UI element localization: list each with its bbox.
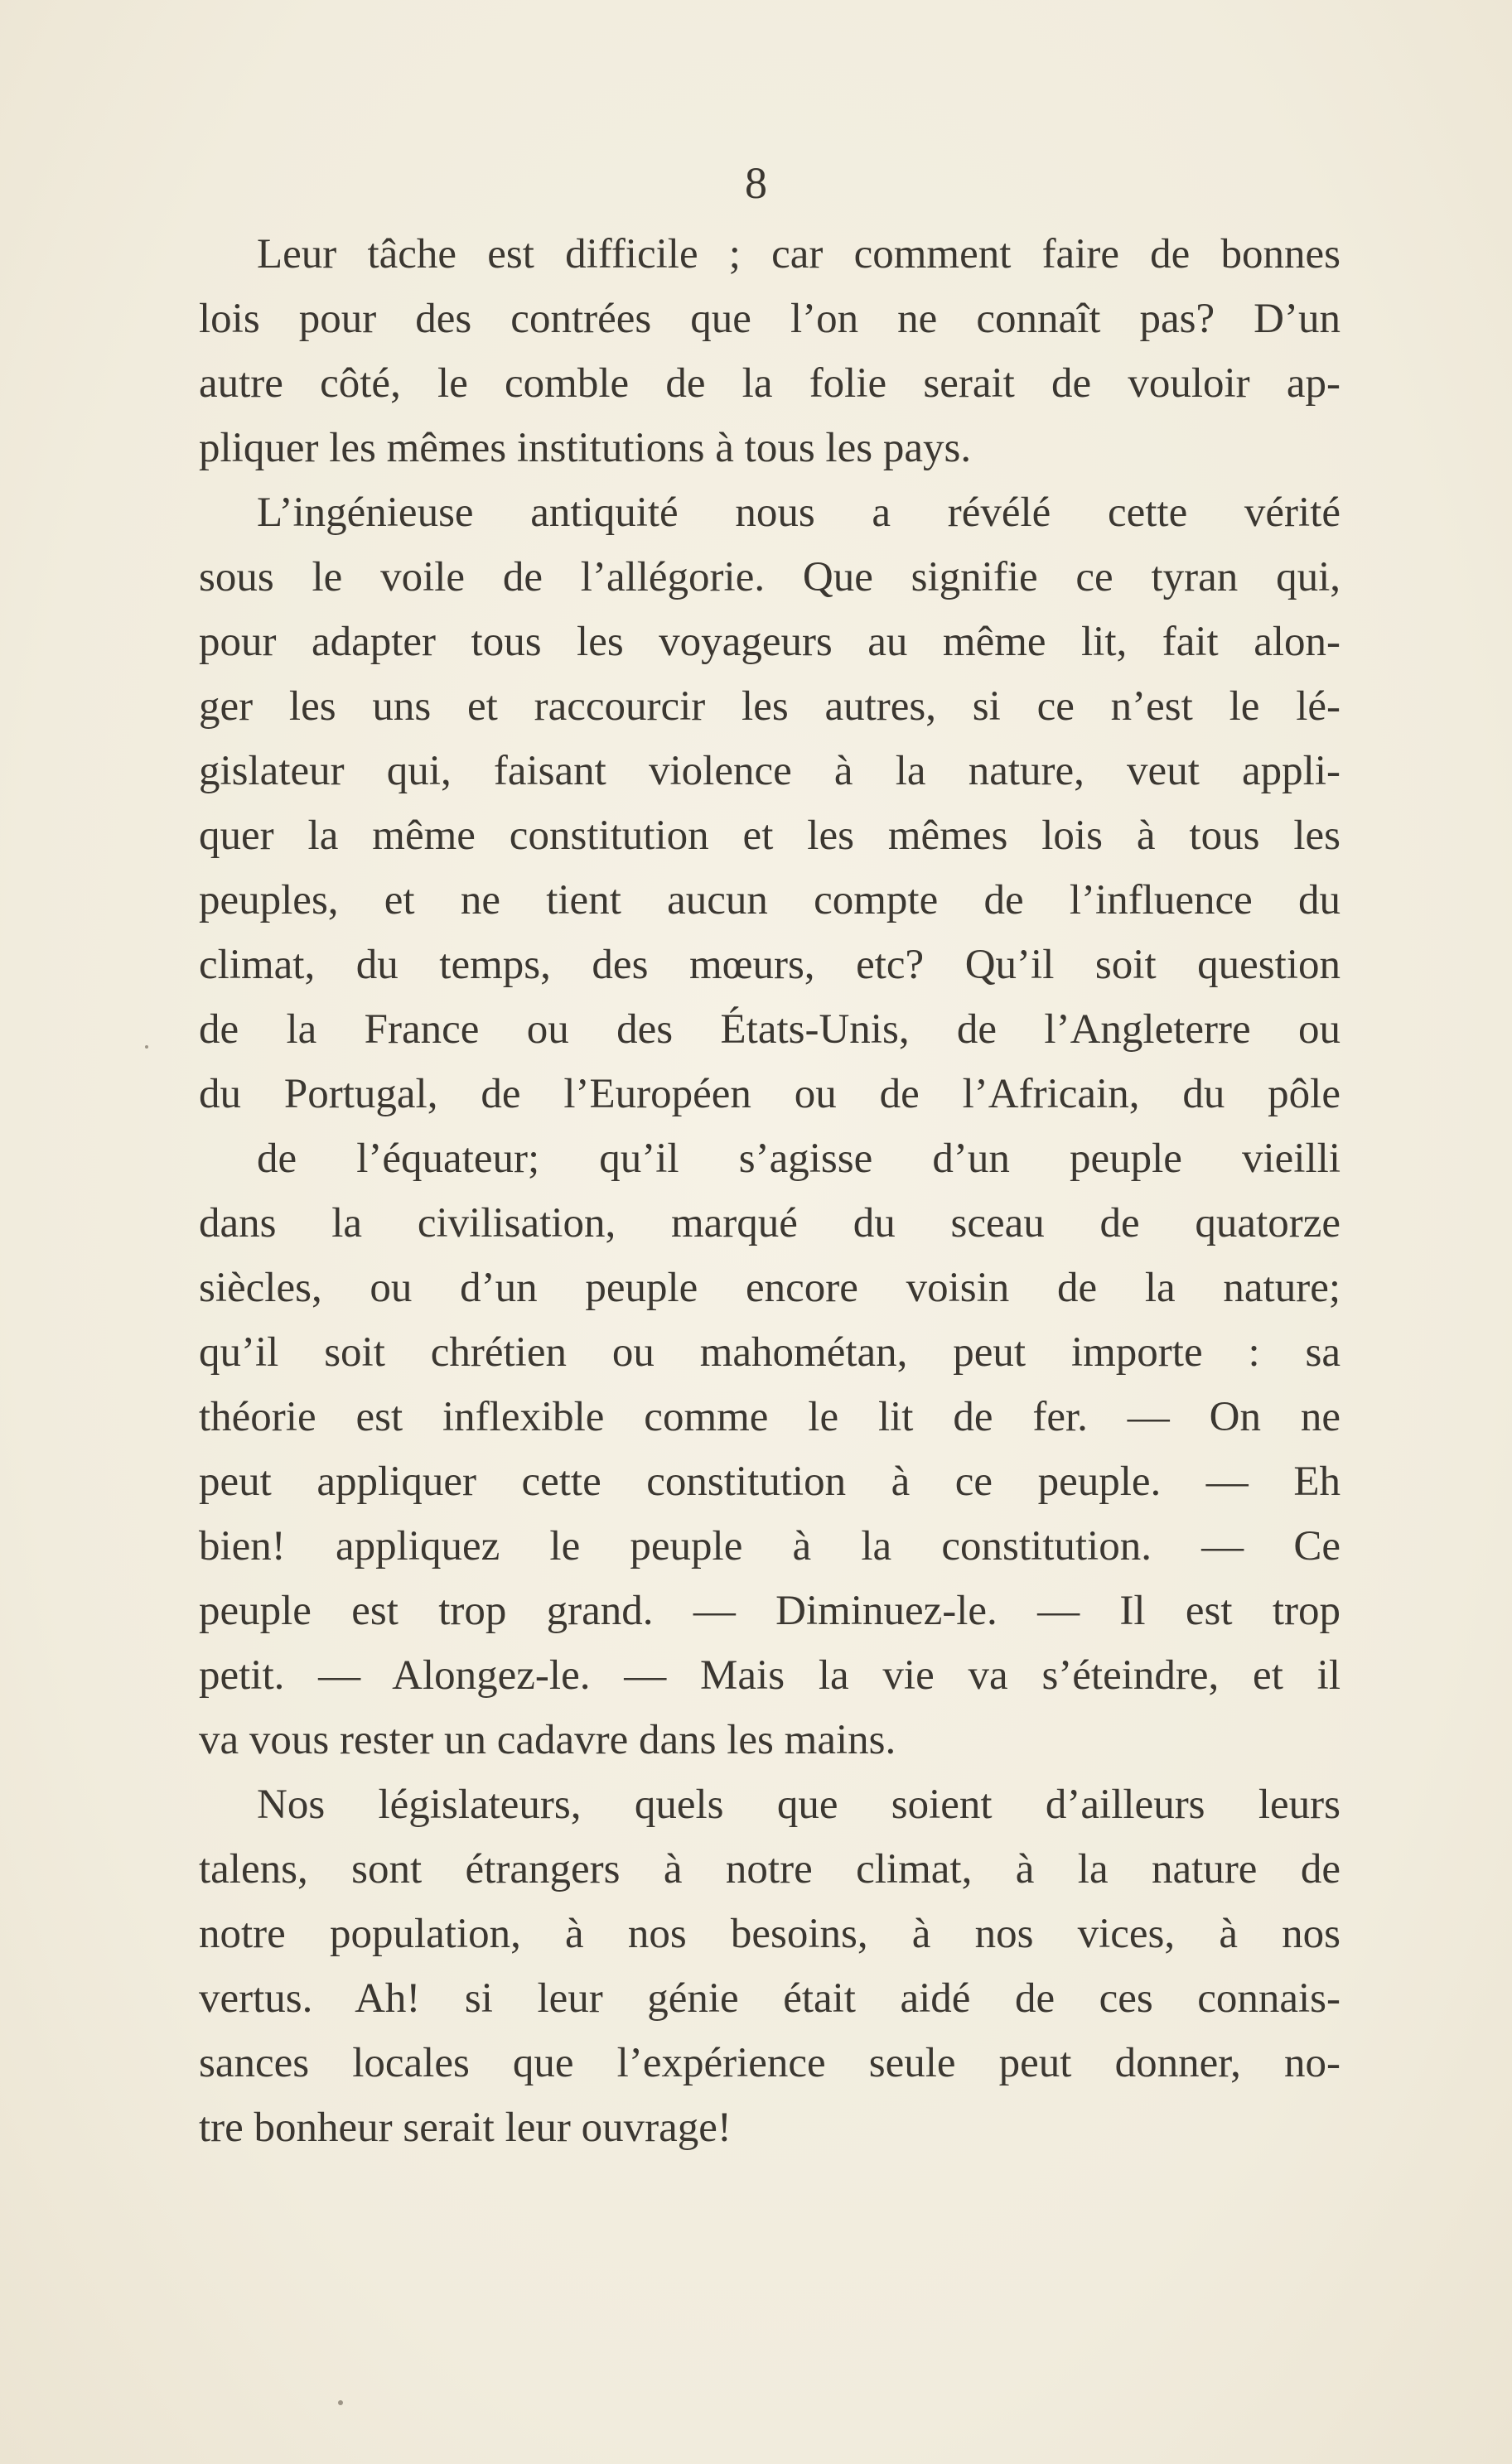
page-number: 8	[745, 158, 767, 208]
text-line: autre côté, le comble de la folie serait de vouloir ap-	[199, 360, 1341, 407]
text-line: pliquer les mêmes institutions à tous les pays.	[199, 425, 972, 471]
text-line: peuple est trop grand. — Diminuez-le. — Il est trop	[199, 1588, 1341, 1634]
text-line: peuples, et ne tient aucun compte de l’influence du	[199, 877, 1341, 923]
text-line: va vous rester un cadavre dans les mains.	[199, 1717, 896, 1763]
text-line: bien! appliquez le peuple à la constitution. — Ce	[199, 1523, 1341, 1570]
text-line: quer la même constitution et les mêmes lois à tous les	[199, 812, 1341, 859]
text-line: L’ingénieuse antiquité nous a révélé cette vérité	[257, 489, 1341, 536]
text-line: de l’équateur; qu’il s’agisse d’un peuple vieilli	[257, 1136, 1341, 1182]
body-text	[199, 222, 1341, 2160]
text-line: pour adapter tous les voyageurs au même lit, fait alon-	[199, 619, 1341, 665]
text-line: sances locales que l’expérience seule peut donner, no-	[199, 2040, 1341, 2086]
text-line: petit. — Alongez-le. — Mais la vie va s’éteindre, et il	[199, 1652, 1341, 1699]
text-line: tre bonheur serait leur ouvrage!	[199, 2105, 732, 2151]
text-line: dans la civilisation, marqué du sceau de quatorze	[199, 1200, 1341, 1246]
text-line: climat, du temps, des mœurs, etc? Qu’il soit question	[199, 942, 1341, 988]
text-line: notre population, à nos besoins, à nos vices, à nos	[199, 1911, 1341, 1957]
text-line: vertus. Ah! si leur génie était aidé de ces connais-	[199, 1975, 1341, 2022]
text-line: du Portugal, de l’Européen ou de l’Africain, du pôle	[199, 1071, 1341, 1117]
text-line: siècles, ou d’un peuple encore voisin de la nature;	[199, 1265, 1341, 1311]
paragraph-1	[199, 222, 1341, 480]
paper-speck	[145, 1045, 148, 1049]
text-line: Nos législateurs, quels que soient d’ailleurs leurs	[257, 1782, 1341, 1828]
text-line: talens, sont étrangers à notre climat, à la nature de	[199, 1846, 1341, 1893]
text-line: peut appliquer cette constitution à ce peuple. — Eh	[199, 1459, 1341, 1505]
text-line: de la France ou des États-Unis, de l’Angleterre ou	[199, 1006, 1341, 1053]
paragraph-2	[199, 480, 1341, 1772]
text-line: gislateur qui, faisant violence à la nature, veut appli-	[199, 748, 1341, 794]
text-line: qu’il soit chrétien ou mahométan, peut importe : sa	[199, 1329, 1341, 1376]
text-line: lois pour des contrées que l’on ne connaît pas? D’un	[199, 296, 1341, 342]
text-line: ger les uns et raccourcir les autres, si ce n’est le lé-	[199, 683, 1341, 730]
text-line: sous le voile de l’allégorie. Que signifie ce tyran qui,	[199, 554, 1341, 600]
paper-speck	[338, 2400, 343, 2405]
text-line: théorie est inflexible comme le lit de fer. — On ne	[199, 1394, 1341, 1440]
text-line: Leur tâche est difficile ; car comment faire de bonnes	[257, 231, 1341, 277]
paragraph-3	[199, 1772, 1341, 2160]
